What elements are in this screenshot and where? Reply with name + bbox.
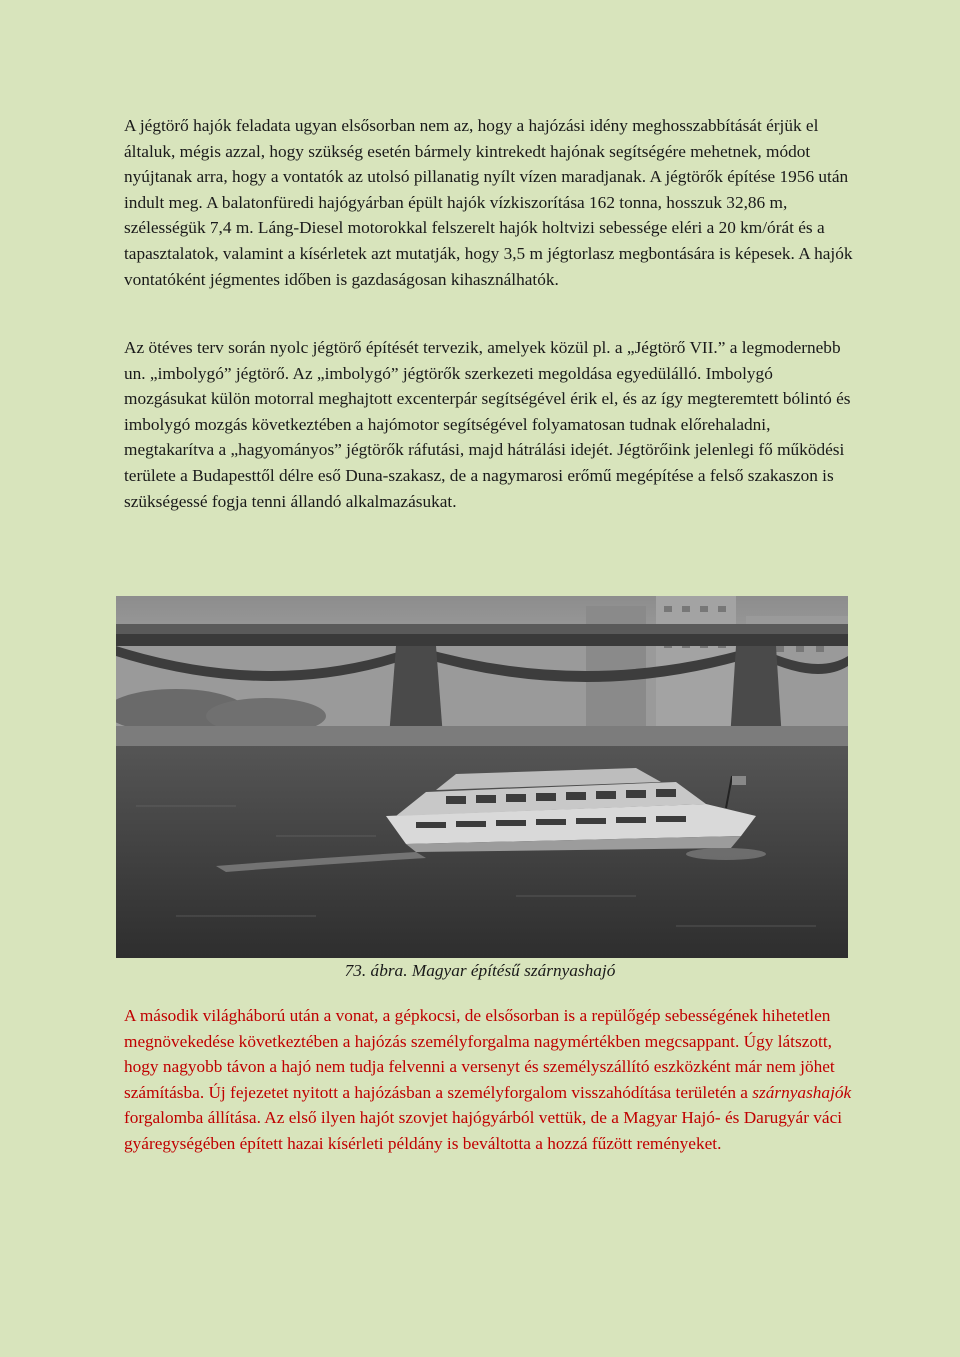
hydrofoil-bridge-photo: [116, 596, 848, 958]
paragraph-hydrofoils-emphasis: szárnyashajók: [752, 1082, 852, 1102]
paragraph-icebreakers: A jégtörő hajók feladata ugyan elsősorban nem az, hogy a hajózási idény meghosszabbítását érjük el általuk, mégis azzal, hogy szükség esetén bármely kintrekedt hajónak segítségére mehetnek, módot nyújtanak arra, hogy a vontatók az utolsó pillanatig nyílt vízen maradjanak. A jégtörők építése 1956 után indult meg. A balatonfüredi hajógyárban épült hajók vízkiszorítása 162 tonna, hosszuk 32,86 m, szélességük 7,4 m. Láng-Diesel motorokkal felszerelt hajók holtvizi sebessége eléri a 20 km/órát és a tapasztalatok, valamint a kísérletek azt mutatják, hogy 3,5 m jégtorlasz megbontására is képesek. A hajók vontatóként jégmentes időben is gazdaságosan kihasználhatók.: [124, 116, 853, 289]
photo-illustration: [116, 596, 848, 958]
figure-caption: [0, 961, 960, 981]
paragraph-hydrofoils-part2: forgalomba állítása. Az első ilyen hajót szovjet hajógyárból vettük, de a Magyar Hajó- és Darugyár váci gyáregységében épített hazai kísérleti példány is beváltotta a hozzá fűzött reményeket.: [124, 1108, 843, 1153]
paragraph-five-year-plan: Az ötéves terv során nyolc jégtörő építését tervezik, amelyek közül pl. a „Jégtörő VII.” a legmodernebb un. „imbolygó” jégtörő. Az „imbolygó” jégtörők szerkezeti megoldása egyedülálló. Imbolygó mozgásukat külön motorral meghajtott excenterpár segítségével érik el, és az így megteremtett bólintó és imbolygó mozgás következtében a hajómotor segítségével folyamatosan tudnak előrehaladni, megtakarítva a „hagyományos” jégtörők ráfutási, majd hátrálási idejét. Jégtörőink jelenlegi fő működési területe a Budapesttől délre eső Duna-szakasz, de a nagymarosi erőmű megépítése a felső szakaszon is szükségessé fogja tenni állandó alkalmazásukat.: [124, 338, 851, 511]
figure-number: 73. ábra.: [344, 961, 408, 980]
paragraph-hydrofoils-part1: A második világháború után a vonat, a gépkocsi, de elsősorban is a repülőgép sebességének hihetetlen megnövekedése következtében a hajózás személyforgalma nagymértékben megcsappant. Úgy látszott, hogy nagyobb távon a hajó nem tudja felvenni a versenyt és személyszállító eszközként már nem jöhet számításba. Új fejezetet nyitott a hajózásban a személyforgalom visszahódítása területén a: [124, 1006, 835, 1102]
figure-caption-text: Magyar építésű szárnyashajó: [411, 961, 616, 980]
paragraph-hydrofoils: [114, 1003, 858, 1157]
